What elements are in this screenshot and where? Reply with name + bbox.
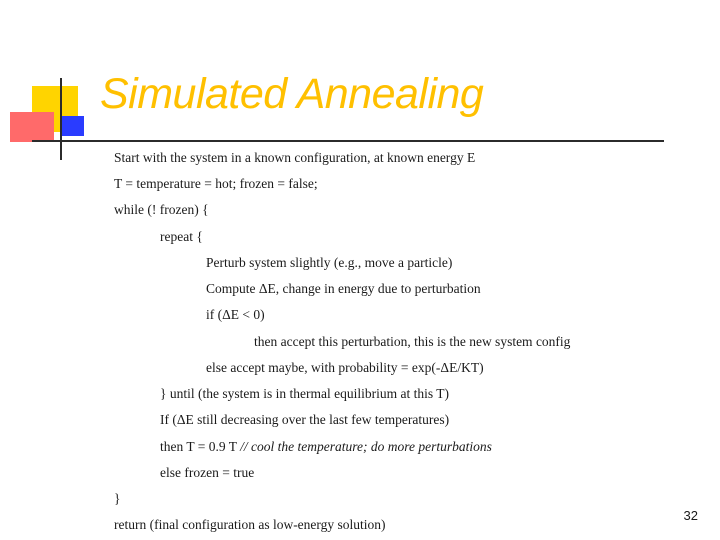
code-line: Perturb system slightly (e.g., move a particle) <box>206 255 453 270</box>
slide-title: Simulated Annealing <box>100 70 484 118</box>
code-line: else accept maybe, with probability = exp(-ΔE/KT) <box>206 360 484 375</box>
code-line: repeat { <box>160 229 203 244</box>
code-line: T = temperature = hot; frozen = false; <box>114 176 318 191</box>
code-line: } <box>114 491 121 506</box>
code-comment: // cool the temperature; do more perturbations <box>240 439 492 454</box>
code-line <box>160 439 492 455</box>
code-line: then accept this perturbation, this is the new system config <box>254 334 571 349</box>
page-number: 32 <box>683 508 698 523</box>
code-line: while (! frozen) { <box>114 202 209 217</box>
code-line: if (ΔE < 0) <box>206 307 265 322</box>
code-statement: then T = 0.9 T <box>160 439 237 454</box>
code-line: } until (the system is in thermal equilibrium at this T) <box>160 386 449 401</box>
code-line: Start with the system in a known configuration, at known energy E <box>114 150 476 165</box>
code-line: else frozen = true <box>160 465 255 480</box>
code-line: Compute ΔE, change in energy due to perturbation <box>206 281 481 296</box>
code-line: If (ΔE still decreasing over the last few temperatures) <box>160 412 450 427</box>
code-line: return (final configuration as low-energy solution) <box>114 517 386 532</box>
